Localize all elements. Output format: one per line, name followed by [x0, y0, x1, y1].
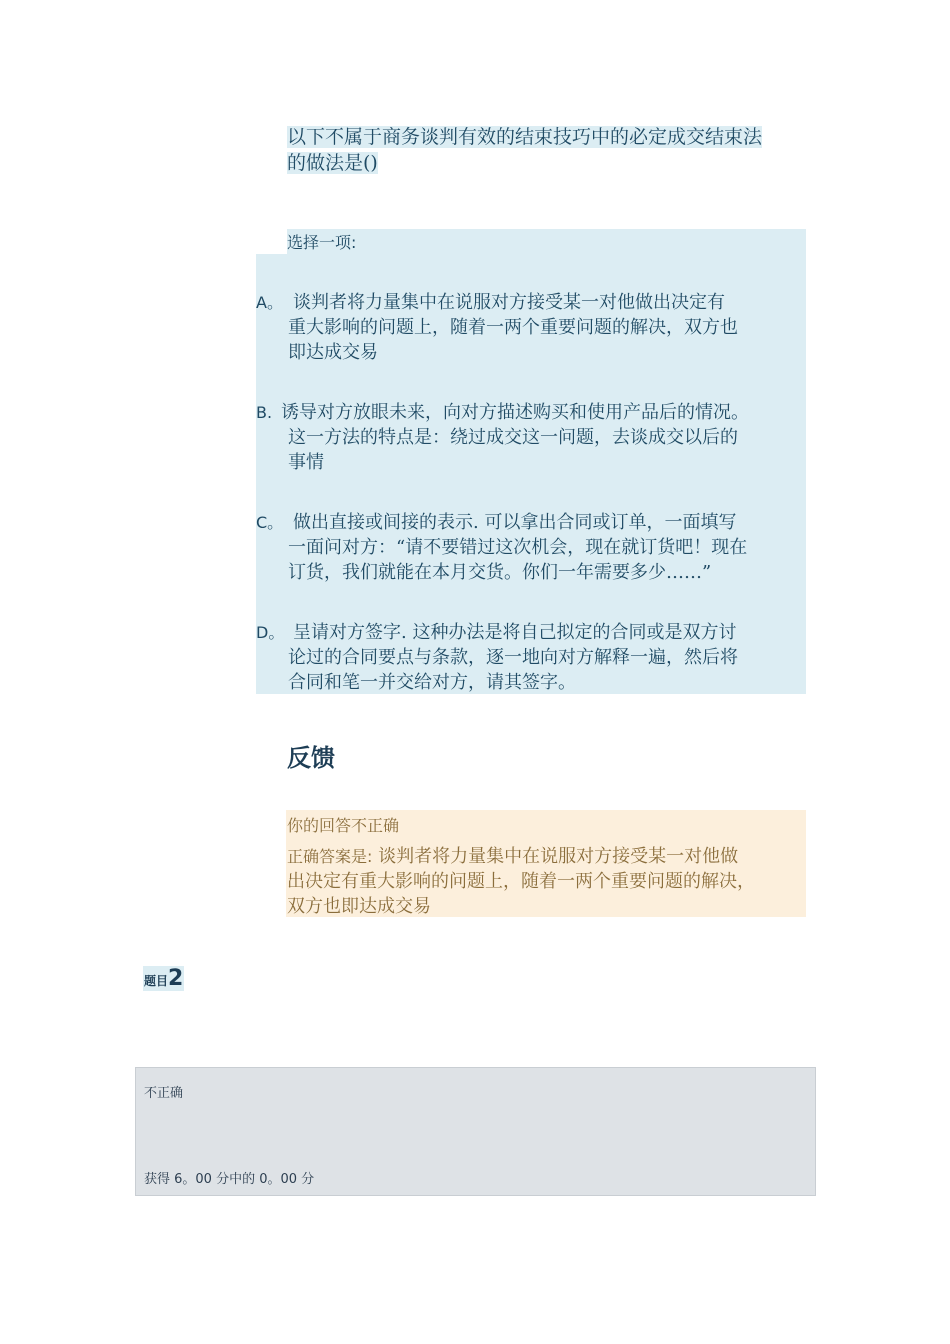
option-text: 呈请对方签字. 这种办法是将自己拟定的合同或是双方讨 论过的合同要点与条款，逐一地向对方解释一遍，然后将 合同和笔一并交给对方，请其签字。: [288, 622, 738, 693]
option-letter: B.: [256, 403, 273, 422]
option-c[interactable]: [256, 510, 806, 585]
question-number-label: 题目: [144, 974, 169, 988]
option-text: 谈判者将力量集中在说服对方接受某一对他做出决定有 重大影响的问题上，随着一两个重要问题的解决，双方也 即达成交易: [288, 292, 738, 363]
question-info-box: [135, 1067, 816, 1196]
feedback-status: 你的回答不正确: [287, 816, 400, 835]
question-text-line: 的做法是(): [287, 152, 378, 174]
question-number-value: 2: [168, 966, 184, 991]
answer-prompt: 选择一项:: [287, 233, 357, 252]
question-text-line: 以下不属于商务谈判有效的结束技巧中的必定成交结束法: [287, 126, 763, 148]
option-text: 诱导对方放眼未来，向对方描述购买和使用产品后的情况。 这一方法的特点是：绕过成交这一问题，去谈成交以后的 事情: [281, 402, 749, 473]
feedback-heading: 反馈: [287, 744, 335, 772]
correct-answer-label: 正确答案是:: [287, 847, 373, 866]
question-state: 不正确: [144, 1086, 184, 1101]
option-b[interactable]: [256, 400, 806, 475]
feedback-box: [286, 810, 806, 917]
option-letter: C。: [256, 513, 284, 532]
option-text: 做出直接或间接的表示. 可以拿出合同或订单，一面填写 一面问对方：“请不要错过这次机会，现在就订货吧！现在 订货，我们就能在本月交货。你们一年需要多少……”: [288, 512, 748, 583]
correct-answer: 正确答案是: 谈判者将力量集中在说服对方接受某一对他做 出决定有重大影响的问题上，随着一两个重要问题的解决， 双方也即达成交易: [287, 846, 755, 917]
question-text: [287, 124, 807, 176]
option-a[interactable]: [256, 290, 806, 365]
option-letter: A。: [256, 293, 283, 312]
question-number: [143, 966, 184, 991]
question-grade: 获得 6。00 分中的 0。00 分: [144, 1172, 315, 1187]
option-d[interactable]: [256, 620, 806, 695]
option-letter: D。: [256, 623, 285, 642]
